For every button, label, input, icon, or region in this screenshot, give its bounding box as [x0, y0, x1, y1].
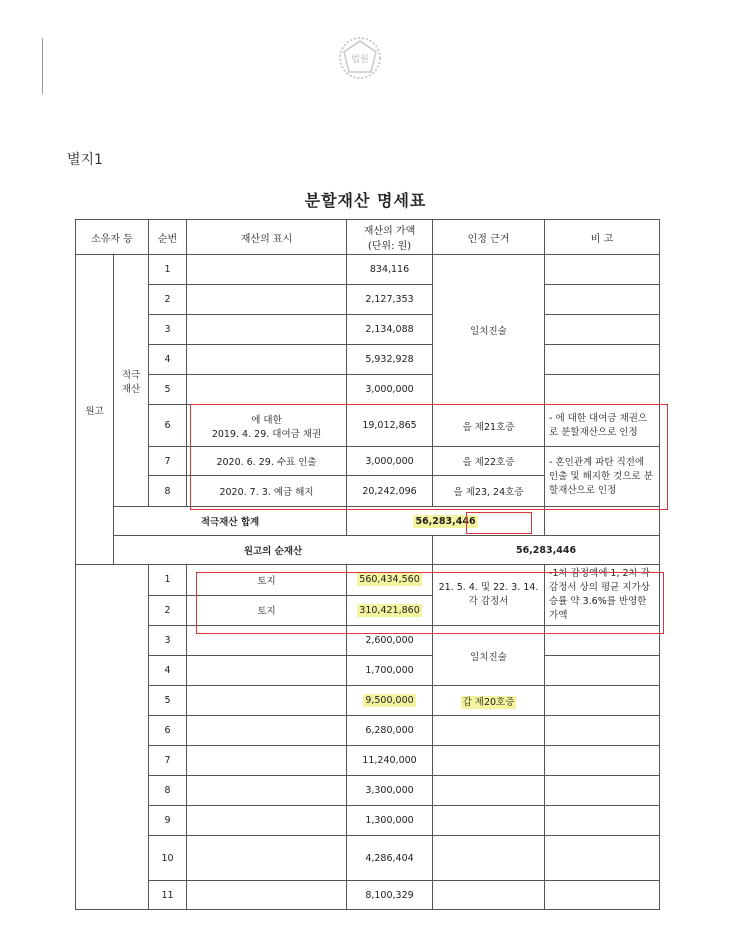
row-desc	[187, 686, 347, 716]
basis-cell: 을 제23, 24호증	[433, 476, 545, 507]
row-no: 6	[149, 716, 187, 746]
note-cell	[545, 315, 660, 345]
basis-cell	[433, 806, 545, 836]
row-no: 11	[149, 881, 187, 910]
row-desc	[187, 881, 347, 910]
net-row	[76, 536, 660, 565]
note-cell: - 에 대한 대여금 채권으로 분할재산으로 인정	[545, 405, 660, 447]
row-value: 11,240,000	[347, 746, 433, 776]
row-desc	[187, 285, 347, 315]
plaintiff-label: 원고	[76, 255, 114, 565]
table-row	[76, 836, 660, 881]
row-value: 4,286,404	[347, 836, 433, 881]
row-desc	[187, 375, 347, 405]
table-row	[76, 656, 660, 686]
header-value-line2: (단위: 원)	[367, 241, 412, 252]
row-value: 310,421,860	[347, 595, 433, 626]
row-desc	[187, 836, 347, 881]
row-no: 10	[149, 836, 187, 881]
defendant-label	[76, 565, 149, 910]
basis-cell: 일치진술	[433, 255, 545, 405]
row-no: 8	[149, 776, 187, 806]
total-row	[76, 507, 660, 536]
note-cell: - 혼인관계 파탄 직전에 인출 및 해지한 것으로 분할재산으로 인정	[545, 447, 660, 507]
table-row	[76, 345, 660, 375]
table-row	[76, 447, 660, 476]
row-value: 560,434,560	[347, 565, 433, 596]
row-no: 1	[149, 255, 187, 285]
row-no: 7	[149, 746, 187, 776]
note-cell	[545, 507, 660, 536]
note-cell	[545, 375, 660, 405]
net-value: 56,283,446	[433, 536, 660, 565]
total-value: 56,283,446	[347, 507, 545, 536]
row-no: 7	[149, 447, 187, 476]
row-desc	[187, 255, 347, 285]
table-row	[76, 405, 660, 447]
basis-cell: 21. 5. 4. 및 22. 3. 14. 각 감정서	[433, 565, 545, 626]
row-desc: 에 대한 2019. 4. 29. 대여금 채권	[187, 405, 347, 447]
row-no: 2	[149, 285, 187, 315]
table-row	[76, 565, 660, 596]
note-cell	[545, 716, 660, 746]
row-value: 20,242,096	[347, 476, 433, 507]
table-row	[76, 255, 660, 285]
group-label: 적극재산	[114, 255, 149, 507]
table-row	[76, 686, 660, 716]
basis-cell	[433, 716, 545, 746]
row-desc: 2020. 7. 3. 예금 해지	[187, 476, 347, 507]
row-no: 8	[149, 476, 187, 507]
basis-cell	[433, 746, 545, 776]
row-value: 3,300,000	[347, 776, 433, 806]
net-label: 원고의 순재산	[114, 536, 433, 565]
row-desc: 2020. 6. 29. 수표 인출	[187, 447, 347, 476]
header-owner: 소유자 등	[76, 220, 149, 255]
row-no: 5	[149, 686, 187, 716]
row-value: 1,700,000	[347, 656, 433, 686]
basis-cell	[433, 776, 545, 806]
table-row	[76, 315, 660, 345]
basis-cell: 을 제21호증	[433, 405, 545, 447]
table-row	[76, 776, 660, 806]
row-desc	[187, 746, 347, 776]
row-value: 19,012,865	[347, 405, 433, 447]
row-value: 6,280,000	[347, 716, 433, 746]
basis-cell: 갑 제20호증	[433, 686, 545, 716]
annex-label: 별지1	[67, 152, 103, 168]
row-desc	[187, 345, 347, 375]
court-seal-icon	[338, 36, 382, 80]
note-cell	[545, 806, 660, 836]
total-label: 적극재산 합계	[114, 507, 347, 536]
row-value: 8,100,329	[347, 881, 433, 910]
row-no: 2	[149, 595, 187, 626]
row-value: 2,600,000	[347, 626, 433, 656]
row-desc: 토지	[187, 595, 347, 626]
header-desc: 재산의 표시	[187, 220, 347, 255]
row-desc	[187, 626, 347, 656]
note-cell	[545, 626, 660, 656]
note-cell: -1차 감정액에 1, 2차 각 감정서 상의 평균 지가상승률 약 3.6%를 반영한 가액	[545, 565, 660, 626]
note-cell	[545, 686, 660, 716]
row-value: 2,134,088	[347, 315, 433, 345]
svg-text:법원: 법원	[351, 55, 369, 65]
table-row	[76, 626, 660, 656]
row-desc: 토지	[187, 565, 347, 596]
table-row	[76, 375, 660, 405]
property-table	[75, 219, 660, 910]
note-cell	[545, 285, 660, 315]
row-no: 3	[149, 626, 187, 656]
row-no: 6	[149, 405, 187, 447]
basis-cell	[433, 836, 545, 881]
table-row	[76, 285, 660, 315]
row-desc	[187, 656, 347, 686]
row-value: 1,300,000	[347, 806, 433, 836]
row-value: 9,500,000	[347, 686, 433, 716]
note-cell	[545, 255, 660, 285]
note-cell	[545, 776, 660, 806]
row-no: 4	[149, 345, 187, 375]
row-value: 3,000,000	[347, 375, 433, 405]
basis-cell: 을 제22호증	[433, 447, 545, 476]
table-row	[76, 806, 660, 836]
row-value: 2,127,353	[347, 285, 433, 315]
note-cell	[545, 656, 660, 686]
note-cell	[545, 345, 660, 375]
row-value: 3,000,000	[347, 447, 433, 476]
row-desc	[187, 806, 347, 836]
table-row	[76, 881, 660, 910]
row-desc	[187, 776, 347, 806]
table-row	[76, 716, 660, 746]
note-cell	[545, 746, 660, 776]
header-value-line1: 재산의 가액	[363, 226, 416, 237]
basis-cell	[433, 881, 545, 910]
basis-cell: 일치진술	[433, 626, 545, 686]
row-no: 4	[149, 656, 187, 686]
row-desc	[187, 315, 347, 345]
header-row	[76, 220, 660, 255]
row-desc	[187, 716, 347, 746]
header-no: 순번	[149, 220, 187, 255]
header-value	[347, 220, 433, 255]
margin-mark	[42, 38, 43, 94]
row-no: 3	[149, 315, 187, 345]
row-value: 5,932,928	[347, 345, 433, 375]
row-no: 1	[149, 565, 187, 596]
header-note: 비 고	[545, 220, 660, 255]
row-no: 5	[149, 375, 187, 405]
page-title: 분할재산 명세표	[304, 191, 427, 210]
note-cell	[545, 881, 660, 910]
header-basis: 인정 근거	[433, 220, 545, 255]
table-row	[76, 746, 660, 776]
row-value: 834,116	[347, 255, 433, 285]
note-cell	[545, 836, 660, 881]
row-no: 9	[149, 806, 187, 836]
